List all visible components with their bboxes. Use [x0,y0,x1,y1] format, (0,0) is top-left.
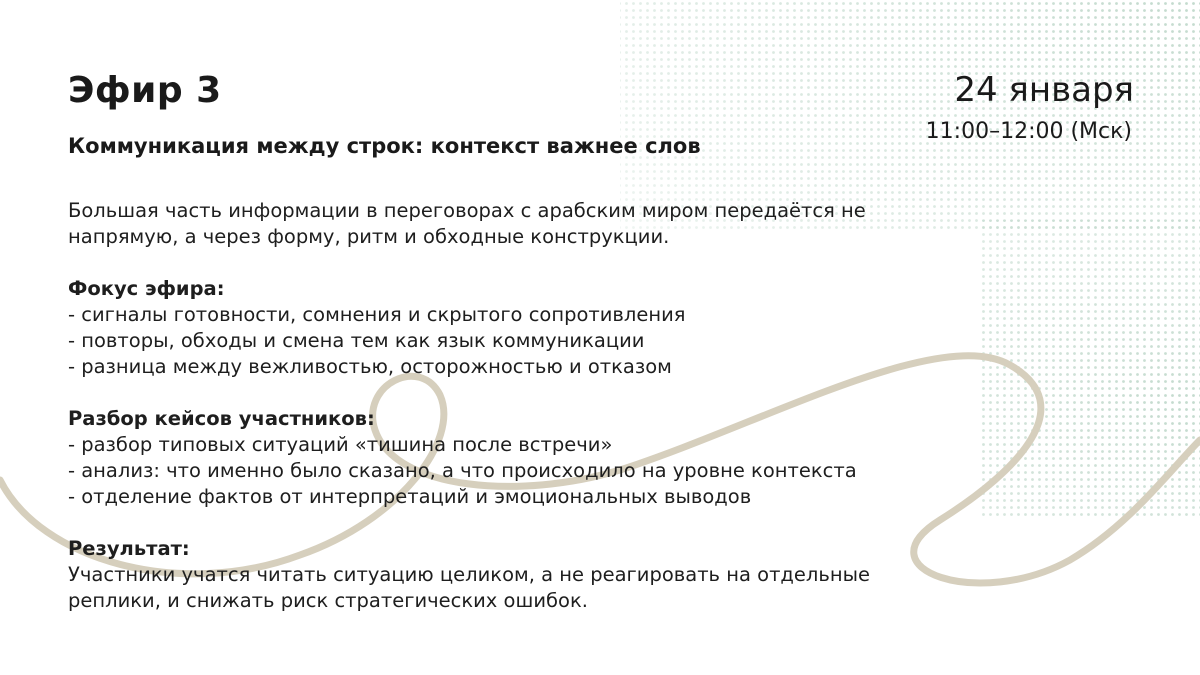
focus-item: - повторы, обходы и смена тем как язык коммуникации [68,329,645,352]
result-line-1: Участники учатся читать ситуацию целиком, а не реагировать на отдельные [68,563,871,586]
page-title: Эфир 3 [68,70,222,111]
event-date: 24 января [954,70,1134,110]
intro-line-1: Большая часть информации в переговорах с арабским миром передаётся не [68,199,866,222]
cases-item: - разбор типовых ситуаций «тишина после встречи» [68,433,613,456]
subtitle: Коммуникация между строк: контекст важнее слов [68,134,701,158]
cases-item: - анализ: что именно было сказано, а что происходило на уровне контекста [68,459,857,482]
focus-item: - разница между вежливостью, осторожностью и отказом [68,355,672,378]
event-time: 11:00–12:00 (Мск) [925,119,1132,144]
focus-item: - сигналы готовности, сомнения и скрытого сопротивления [68,303,686,326]
slide-body [68,198,1068,614]
result-title: Результат: [68,537,190,560]
cases-item: - отделение фактов от интерпретаций и эмоциональных выводов [68,485,752,508]
cases-title: Разбор кейсов участников: [68,407,375,430]
result-line-2: реплики, и снижать риск стратегических ошибок. [68,589,588,612]
intro-line-2: напрямую, а через форму, ритм и обходные конструкции. [68,225,670,248]
focus-title: Фокус эфира: [68,277,225,300]
